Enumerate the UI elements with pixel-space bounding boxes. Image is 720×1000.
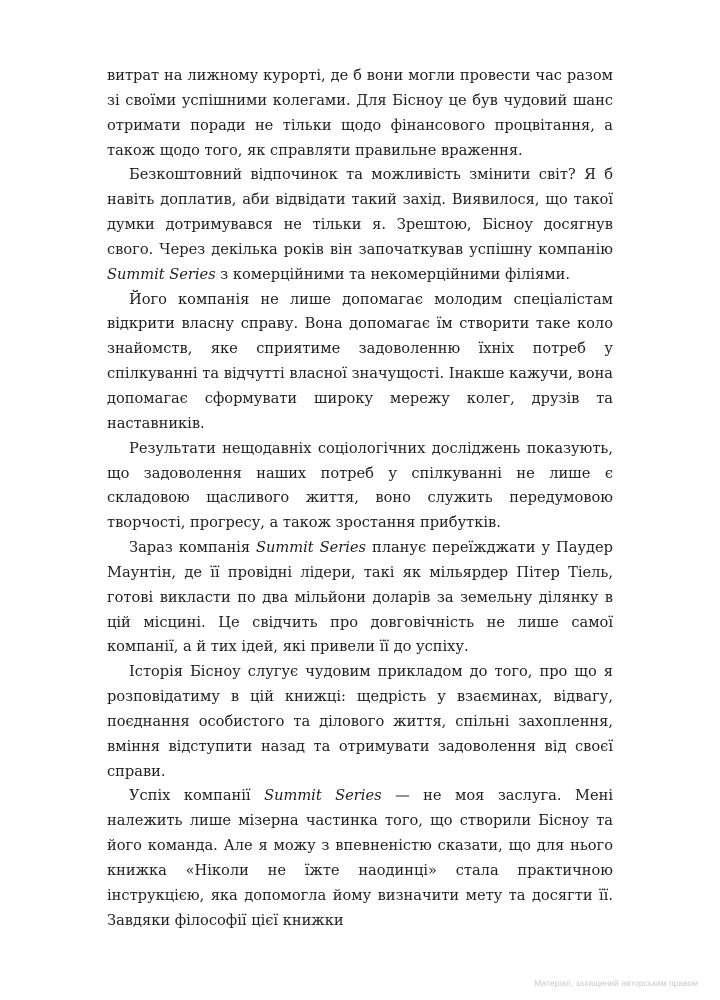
company-name-italic: Summit Series xyxy=(256,539,367,557)
text-run: Зараз компанія xyxy=(129,539,257,557)
company-name-italic: Summit Series xyxy=(264,787,382,805)
text-run: Його компанія не лише допомагає молодим спеціалістам відкрити власну справу. Вона допомагає їм створити таке коло знайомств, яке сприятиме задоволенню їхніх потреб у спілкуванні та відчутті власної значущості. Інакше кажучи, вона допомагає сформувати широку мережу колег, друзів та наставників. xyxy=(107,290,613,432)
text-run: планує переїжджати у Паудер Маунтін, де її провідні лідери, такі як мільярдер Пітер Тіель, готові викласти по два мільйони доларів за земельну ділянку в цій місцині. Це свідчить про довговічність не лише самої компанії, а й тих ідей, які привели її до успіху. xyxy=(107,539,613,656)
text-run: витрат на лижному курорті, де б вони могли провести час разом зі своїми успішними колегами. Для Бісноу це був чудовий шанс отримати поради не тільки щодо фінансового процвітання, а також щодо того, як справляти правильне враження. xyxy=(107,67,613,159)
paragraph xyxy=(107,536,613,660)
paragraph xyxy=(107,64,613,163)
text-run: з комерційними та некомерційними філіями. xyxy=(215,265,570,283)
text-run: — не моя заслуга. Мені належить лише мізерна частинка того, що створили Бісноу та його команда. Але я можу з впевненістю сказати, що для нього книжка «Ніколи не їжте наодинці» стала практичною інструкцією, яка допомогла йому визначити мету та досягти її. Завдяки філософії цієї книжки xyxy=(107,787,613,929)
text-run: Успіх компанії xyxy=(129,787,265,805)
page-body-text xyxy=(107,64,613,934)
text-run: Результати нещодавніх соціологічних досліджень показують, що задоволення наших потреб у спілкуванні не лише є складовою щасливого життя, воно служить передумовою творчості, прогресу, а також зростання прибутків. xyxy=(107,439,613,532)
copyright-watermark: Матеріал, захищений авторським правом xyxy=(534,978,698,988)
text-run: Історія Бісноу слугує чудовим прикладом до того, про що я розповідатиму в цій книжці: щедрість у взаєминах, відвагу, поєднання особистого та ділового життя, спільні захоплення, вміння відступити назад та отримувати задоволення від своєї справи. xyxy=(107,663,613,780)
paragraph xyxy=(107,660,613,784)
paragraph xyxy=(107,784,613,933)
paragraph xyxy=(107,163,613,287)
company-name-italic: Summit Series xyxy=(107,265,216,283)
paragraph xyxy=(107,437,613,536)
paragraph xyxy=(107,288,613,437)
text-run: Безкоштовний відпочинок та можливість змінити світ? Я б навіть доплатив, аби відвідати такий захід. Виявилося, що такої думки дотримувався не тільки я. Зрештою, Бісноу досягнув свого. Через декілька років він започаткував успішну компанію xyxy=(107,166,613,258)
